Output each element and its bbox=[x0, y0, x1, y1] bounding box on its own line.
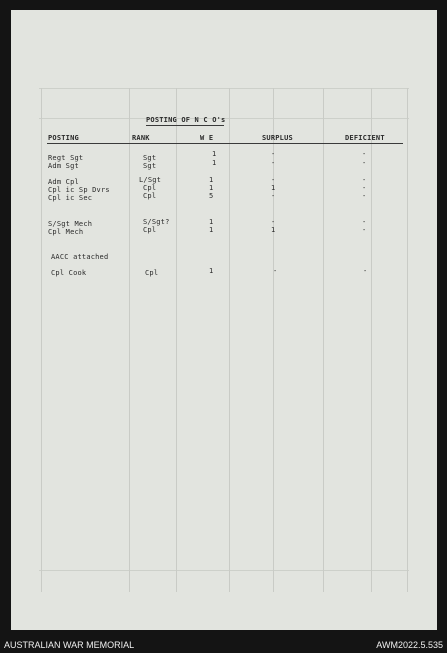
row-deficient: - bbox=[362, 218, 367, 226]
row-deficient: - bbox=[362, 184, 367, 192]
row-posting: Adm Sgt bbox=[48, 162, 79, 170]
row-deficient: - bbox=[362, 159, 367, 167]
footer-reference: AWM2022.5.535 bbox=[376, 640, 443, 650]
row-we: 1 bbox=[209, 226, 214, 234]
row-we: 1 bbox=[209, 218, 214, 226]
ghost-rule bbox=[371, 88, 372, 592]
row-deficient: - bbox=[362, 192, 367, 200]
row-rank: Cpl bbox=[143, 184, 157, 192]
ghost-rule bbox=[41, 88, 42, 592]
row-surplus: - bbox=[271, 218, 276, 226]
footer-source: AUSTRALIAN WAR MEMORIAL bbox=[4, 640, 135, 650]
group-label: AACC attached bbox=[51, 253, 109, 261]
row-surplus: - bbox=[273, 267, 278, 275]
row-posting: Cpl Mech bbox=[48, 228, 84, 236]
ghost-rule bbox=[176, 88, 177, 592]
ghost-rule bbox=[323, 88, 324, 592]
row-we: 1 bbox=[212, 159, 217, 167]
row-surplus: - bbox=[271, 159, 276, 167]
ghost-rule bbox=[229, 88, 230, 592]
title-underline bbox=[146, 125, 224, 126]
row-rank: Cpl bbox=[143, 192, 157, 200]
row-rank: Cpl bbox=[145, 269, 159, 277]
row-posting: Regt Sgt bbox=[48, 154, 84, 162]
row-we: 1 bbox=[209, 184, 214, 192]
document-sheet bbox=[11, 10, 437, 630]
ghost-rule bbox=[129, 88, 130, 592]
column-header-surplus: SURPLUS bbox=[262, 134, 293, 142]
row-surplus: 1 bbox=[271, 184, 276, 192]
row-posting: Cpl ic Sp Dvrs bbox=[48, 186, 110, 194]
row-surplus: - bbox=[271, 176, 276, 184]
row-deficient: - bbox=[363, 267, 368, 275]
column-header-deficient: DEFICIENT bbox=[345, 134, 385, 142]
row-rank: Cpl bbox=[143, 226, 157, 234]
row-deficient: - bbox=[362, 150, 367, 158]
ghost-rule bbox=[39, 570, 409, 571]
row-posting: Cpl ic Sec bbox=[48, 194, 93, 202]
row-we: 1 bbox=[209, 267, 214, 275]
row-we: 1 bbox=[212, 150, 217, 158]
row-deficient: - bbox=[362, 226, 367, 234]
column-header-rank: RANK bbox=[132, 134, 150, 142]
row-posting: S/Sgt Mech bbox=[48, 220, 93, 228]
row-rank: Sgt bbox=[143, 162, 157, 170]
row-deficient: - bbox=[362, 176, 367, 184]
row-rank: L/Sgt bbox=[139, 176, 162, 184]
ghost-rule bbox=[407, 88, 408, 592]
row-surplus: - bbox=[271, 150, 276, 158]
header-rule bbox=[47, 143, 403, 144]
row-surplus: - bbox=[271, 192, 276, 200]
row-posting: Adm Cpl bbox=[48, 178, 79, 186]
row-we: 5 bbox=[209, 192, 214, 200]
row-we: 1 bbox=[209, 176, 214, 184]
column-header-we: W E bbox=[200, 134, 214, 142]
column-header-posting: POSTING bbox=[48, 134, 79, 142]
row-posting: Cpl Cook bbox=[51, 269, 87, 277]
row-rank: Sgt bbox=[143, 154, 157, 162]
document-title: POSTING OF N C O's bbox=[146, 116, 226, 124]
row-surplus: 1 bbox=[271, 226, 276, 234]
ghost-rule bbox=[39, 88, 409, 89]
row-rank: S/Sgt? bbox=[143, 218, 170, 226]
